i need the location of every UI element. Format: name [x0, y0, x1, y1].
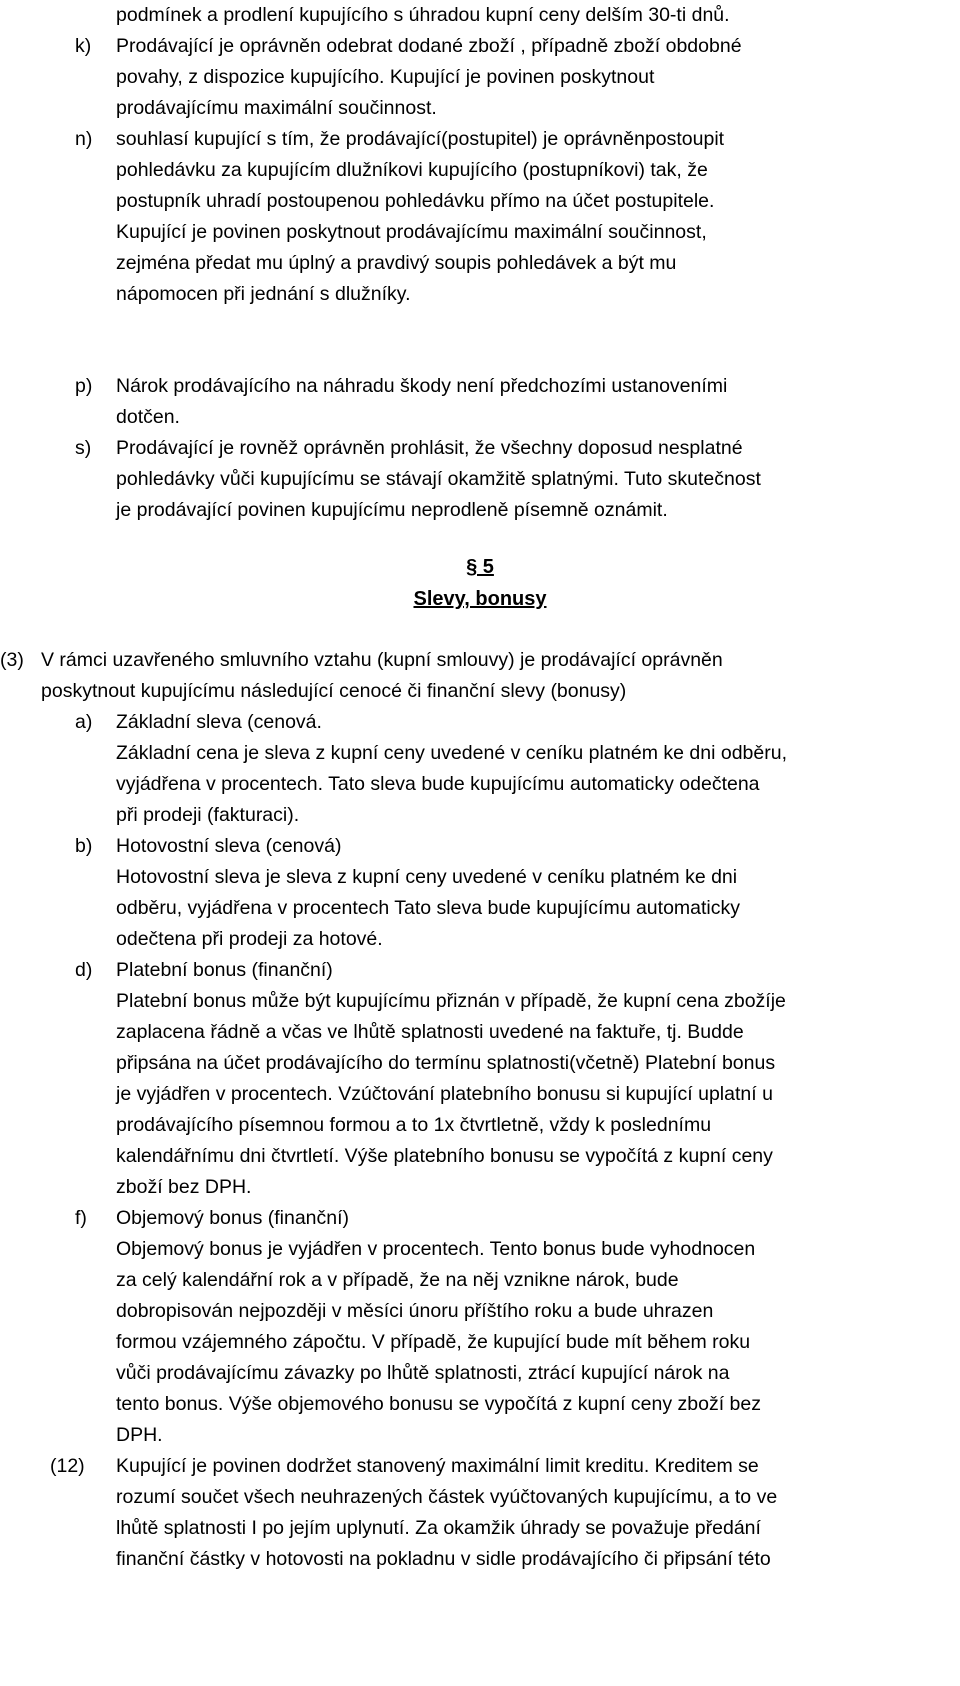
- paragraph-line: Kupující je povinen poskytnout prodávajícímu maximální součinnost,: [116, 221, 707, 243]
- paragraph-line: Hotovostní sleva je sleva z kupní ceny uvedené v ceníku platném ke dni: [116, 866, 738, 888]
- paragraph-line: za celý kalendářní rok a v případě, že na něj vznikne nárok, bude: [116, 1269, 679, 1291]
- paragraph-line: prodávajícímu maximální součinnost.: [116, 97, 437, 119]
- paragraph-line: pohledávku za kupujícím dlužníkovi kupujícího (postupníkovi) tak, že: [116, 159, 708, 181]
- section-title: Slevy, bonusy: [413, 588, 547, 610]
- paragraph-line: povahy, z dispozice kupujícího. Kupující je povinen poskytnout: [116, 66, 655, 88]
- paragraph-line: prodávajícího písemnou formou a to 1x čtvrtletně, vždy k poslednímu: [116, 1114, 712, 1136]
- paragraph-line: zejména předat mu úplný a pravdivý soupis pohledávek a být mu: [116, 252, 677, 274]
- paragraph-line: odečtena při prodeji za hotové.: [116, 928, 383, 950]
- paragraph-line: Prodávající je oprávněn odebrat dodané zboží , případně zboží obdobné: [116, 35, 742, 57]
- list-marker: k): [75, 35, 92, 57]
- clause-marker: (12): [50, 1455, 85, 1477]
- paragraph-line: Objemový bonus je vyjádřen v procentech. Tento bonus bude vyhodnocen: [116, 1238, 756, 1260]
- list-marker: f): [75, 1207, 87, 1229]
- paragraph-line: kalendářnímu dni čtvrtletí. Výše platebního bonusu se vypočítá z kupní ceny: [116, 1145, 773, 1167]
- paragraph-line: souhlasí kupující s tím, že prodávající(postupitel) je oprávněnpostoupit: [116, 128, 725, 150]
- list-marker: a): [75, 711, 93, 733]
- paragraph-line: při prodeji (fakturaci).: [116, 804, 300, 826]
- paragraph-line: Platební bonus může být kupujícímu přiznán v případě, že kupní cena zbožíje: [116, 990, 786, 1012]
- subitem-heading: Platební bonus (finanční): [116, 959, 333, 981]
- paragraph-line: dobropisován nejpozději v měsíci únoru příštího roku a bude uhrazen: [116, 1300, 714, 1322]
- paragraph-line: podmínek a prodlení kupujícího s úhradou kupní ceny delším 30-ti dnů.: [116, 4, 730, 26]
- paragraph-line: Prodávající je rovněž oprávněn prohlásit, že všechny doposud nesplatné: [116, 437, 743, 459]
- paragraph-line: vyjádřena v procentech. Tato sleva bude kupujícímu automaticky odečtena: [116, 773, 760, 795]
- list-marker: s): [75, 437, 92, 459]
- paragraph-line: je vyjádřen v procentech. Vzúčtování platebního bonusu si kupující uplatní u: [116, 1083, 773, 1105]
- subitem-heading: Hotovostní sleva (cenová): [116, 835, 342, 857]
- paragraph-line: finanční částky v hotovosti na pokladnu v sidle prodávajícího či připsání této: [116, 1548, 771, 1570]
- list-marker: b): [75, 835, 93, 857]
- list-marker: d): [75, 959, 93, 981]
- paragraph-line: vůči prodávajícímu závazky po lhůtě splatnosti, ztrácí kupující nárok na: [116, 1362, 730, 1384]
- list-marker: n): [75, 128, 93, 150]
- paragraph-line: postupník uhradí postoupenou pohledávku přímo na účet postupitele.: [116, 190, 715, 212]
- paragraph-line: tento bonus. Výše objemového bonusu se vypočítá z kupní ceny zboží bez: [116, 1393, 761, 1415]
- paragraph-line: poskytnout kupujícímu následující cenocé či finanční slevy (bonusy): [41, 680, 627, 702]
- paragraph-line: zaplacena řádně a včas ve lhůtě splatnosti uvedené na faktuře, tj. Budde: [116, 1021, 744, 1043]
- paragraph-line: zboží bez DPH.: [116, 1176, 252, 1198]
- paragraph-line: nápomocen při jednání s dlužníky.: [116, 283, 411, 305]
- paragraph-line: DPH.: [116, 1424, 163, 1446]
- paragraph-line: formou vzájemného zápočtu. V případě, že kupující bude mít během roku: [116, 1331, 751, 1353]
- subitem-heading: Základní sleva (cenová.: [116, 711, 322, 733]
- paragraph-line: dotčen.: [116, 406, 180, 428]
- paragraph-line: pohledávky vůči kupujícímu se stávají okamžitě splatnými. Tuto skutečnost: [116, 468, 761, 490]
- paragraph-line: Základní cena je sleva z kupní ceny uvedené v ceníku platném ke dni odběru,: [116, 742, 787, 764]
- paragraph-line: rozumí součet všech neuhrazených částek vyúčtovaných kupujícímu, a to ve: [116, 1486, 778, 1508]
- paragraph-line: V rámci uzavřeného smluvního vztahu (kupní smlouvy) je prodávající oprávněn: [41, 649, 723, 671]
- subitem-heading: Objemový bonus (finanční): [116, 1207, 350, 1229]
- paragraph-line: lhůtě splatnosti I po jejím uplynutí. Za okamžik úhrady se považuje předání: [116, 1517, 761, 1539]
- clause-marker: (3): [0, 649, 24, 671]
- paragraph-line: připsána na účet prodávajícího do termínu splatnosti(včetně) Platební bonus: [116, 1052, 776, 1074]
- list-marker: p): [75, 375, 93, 397]
- paragraph-line: Kupující je povinen dodržet stanovený maximální limit kreditu. Kreditem se: [116, 1455, 759, 1477]
- paragraph-line: odběru, vyjádřena v procentech Tato sleva bude kupujícímu automaticky: [116, 897, 740, 919]
- paragraph-line: je prodávající povinen kupujícímu neprodleně písemně oznámit.: [116, 499, 668, 521]
- section-number: § 5: [466, 556, 494, 578]
- paragraph-line: Nárok prodávajícího na náhradu škody není předchozími ustanoveními: [116, 375, 728, 397]
